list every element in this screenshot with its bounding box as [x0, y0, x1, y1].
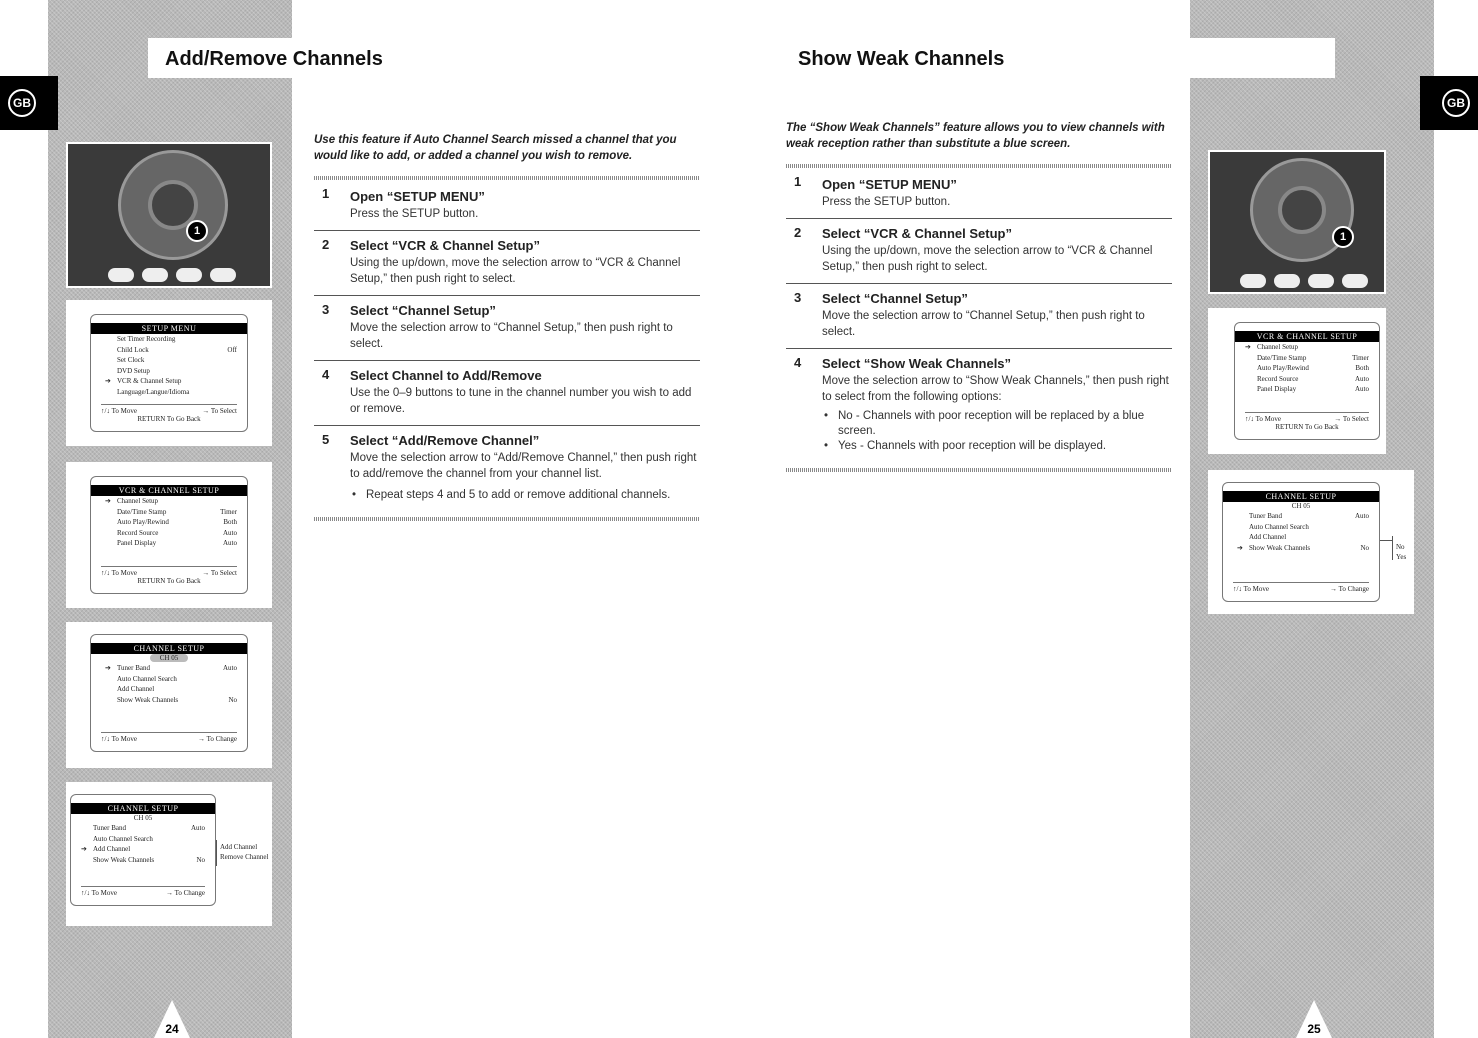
remote-enter-button	[1278, 186, 1326, 234]
osd-footer: ↑/↓ To Move → To Select RETURN To Go Back	[101, 566, 237, 585]
osd-row-selected: ➔ Channel Setup	[91, 496, 247, 507]
divider	[314, 517, 700, 521]
osd-row: Add Channel	[1249, 533, 1287, 541]
osd-row: Set Clock	[117, 356, 145, 364]
language-tab-left	[0, 76, 58, 130]
osd-row: Tuner Band Auto	[1249, 512, 1369, 520]
osd-screen	[1208, 308, 1386, 454]
channel-number: CH 05	[1291, 502, 1311, 510]
osd-row: Add Channel	[117, 685, 155, 693]
osd-footer: ↑/↓ To Move → To Select RETURN To Go Back	[1245, 412, 1369, 431]
osd-row: Panel Display Auto	[117, 539, 237, 547]
step-2: 2 Select “VCR & Channel Setup” Using the up/down, move the selection arrow to “VCR & Channel Setup,” then push right to select.	[314, 231, 700, 296]
step-4: 4 Select Channel to Add/Remove Use the 0–9 buttons to tune in the channel number you wish to add or remove.	[314, 361, 700, 426]
bullet: • Yes - Channels with poor reception will be displayed.	[822, 439, 1172, 454]
osd-row: Auto Play/Rewind Both	[117, 518, 237, 526]
osd-screen	[66, 300, 272, 446]
divider	[786, 468, 1172, 472]
osd-screen	[1208, 470, 1414, 614]
step-callout: 1	[1332, 226, 1354, 248]
channel-setup-screen	[90, 634, 248, 752]
osd-row: Auto Channel Search	[93, 834, 153, 843]
osd-row: DVD Setup	[117, 366, 150, 375]
vcr-channel-setup-screen	[1234, 322, 1380, 440]
channel-setup-screen	[70, 794, 216, 906]
option-connector	[1380, 540, 1392, 541]
osd-row: Auto Play/Rewind Both	[1257, 364, 1369, 372]
left-title-band	[148, 38, 448, 78]
osd-row: Show Weak Channels No	[93, 855, 205, 864]
divider	[786, 164, 1172, 168]
step-3: 3 Select “Channel Setup” Move the selection arrow to “Channel Setup,” then push right to select.	[786, 284, 1172, 349]
option-bracket	[1392, 536, 1393, 560]
osd-row: Auto Channel Search	[117, 674, 177, 683]
step-callout: 1	[186, 220, 208, 242]
osd-row: Language/Langue/Idioma	[117, 387, 190, 396]
step-5: 5 Select “Add/Remove Channel” Move the selection arrow to “Add/Remove Channel,” then push right to add/remove the channel from your channel list. • Repeat steps 4 and 5 to add or remove additional channels.	[314, 426, 700, 511]
osd-header: VCR & CHANNEL SETUP	[91, 485, 247, 496]
osd-row-selected: ➔ Show Weak Channels No	[1223, 543, 1379, 554]
osd-header: VCR & CHANNEL SETUP	[1235, 331, 1379, 342]
option-bracket	[216, 840, 217, 866]
osd-row: Show Weak Channels No	[117, 695, 237, 704]
osd-row: Panel Display Auto	[1257, 385, 1369, 393]
channel-number: CH 05	[133, 814, 153, 822]
osd-row: Auto Channel Search	[1249, 522, 1309, 531]
vcr-channel-setup-screen	[90, 476, 248, 594]
setup-menu-screen	[90, 314, 248, 432]
osd-row-selected: ➔ Channel Setup	[1235, 342, 1379, 353]
remote-keys	[108, 268, 236, 282]
step-4: 4 Select “Show Weak Channels” Move the selection arrow to “Show Weak Channels,” then push right to select from the following options: • No - Channels with poor reception will be replaced by a blue screen. • Yes - Channels with poor reception will be displayed.	[786, 349, 1172, 462]
osd-footer: ↑/↓ To Move → To Change	[1233, 582, 1369, 593]
intro-text: The “Show Weak Channels” feature allows you to view channels with weak reception rather than substitute a blue screen.	[786, 122, 1165, 150]
osd-row: Child Lock Off	[117, 345, 237, 354]
channel-setup-screen	[1222, 482, 1380, 602]
right-instructions	[786, 120, 1172, 472]
osd-header: CHANNEL SETUP	[91, 643, 247, 654]
channel-number: CH 05	[91, 654, 247, 663]
right-title-band	[780, 38, 1335, 78]
osd-screen	[66, 782, 272, 926]
osd-footer: ↑/↓ To Move → To Change	[101, 732, 237, 743]
remote-illustration	[1208, 150, 1386, 294]
step-2: 2 Select “VCR & Channel Setup” Using the up/down, move the selection arrow to “VCR & Channel Setup,” then push right to select.	[786, 219, 1172, 284]
language-tab-right	[1420, 76, 1478, 130]
osd-row-selected: ➔ VCR & Channel Setup	[91, 376, 247, 387]
gb-badge: GB	[8, 89, 36, 117]
osd-header: CHANNEL SETUP	[1223, 491, 1379, 502]
osd-row: Tuner Band Auto	[93, 824, 205, 832]
osd-header: CHANNEL SETUP	[71, 803, 215, 814]
osd-header: SETUP MENU	[91, 323, 247, 334]
osd-footer: ↑/↓ To Move → To Select RETURN To Go Back	[101, 404, 237, 423]
divider	[314, 176, 700, 180]
page-title: Show Weak Channels	[798, 48, 1005, 70]
option-list: Add Channel Remove Channel	[220, 843, 269, 861]
osd-row: Date/Time Stamp Timer	[1257, 353, 1369, 362]
osd-screen	[66, 462, 272, 608]
page-title: Add/Remove Channels	[165, 48, 383, 70]
step-1: 1 Open “SETUP MENU” Press the SETUP button.	[786, 174, 1172, 219]
osd-row: Record Source Auto	[1257, 374, 1369, 383]
osd-row: Date/Time Stamp Timer	[117, 507, 237, 516]
remote-keys	[1240, 274, 1368, 288]
gb-badge: GB	[1442, 89, 1470, 117]
bullet: • No - Channels with poor reception will be replaced by a blue screen.	[822, 409, 1172, 439]
osd-row-selected: ➔ Tuner Band Auto	[91, 663, 247, 674]
osd-screen	[66, 622, 272, 768]
step-1: 1 Open “SETUP MENU” Press the SETUP button.	[314, 186, 700, 231]
page-number-left: 24	[154, 1000, 190, 1038]
left-instructions	[314, 132, 700, 521]
intro-text: Use this feature if Auto Channel Search missed a channel that you would like to add, or added a channel you wish to remove.	[314, 134, 677, 162]
osd-row: Record Source Auto	[117, 528, 237, 537]
remote-illustration	[66, 142, 272, 288]
osd-footer: ↑/↓ To Move → To Change	[81, 886, 205, 897]
page-number-right: 25	[1296, 1000, 1332, 1038]
step-3: 3 Select “Channel Setup” Move the selection arrow to “Channel Setup,” then push right to select.	[314, 296, 700, 361]
bullet: • Repeat steps 4 and 5 to add or remove additional channels.	[350, 488, 700, 503]
option-list: No Yes	[1396, 543, 1407, 561]
osd-row-selected: ➔ Add Channel	[71, 844, 215, 855]
osd-row: Set Timer Recording	[117, 335, 176, 343]
